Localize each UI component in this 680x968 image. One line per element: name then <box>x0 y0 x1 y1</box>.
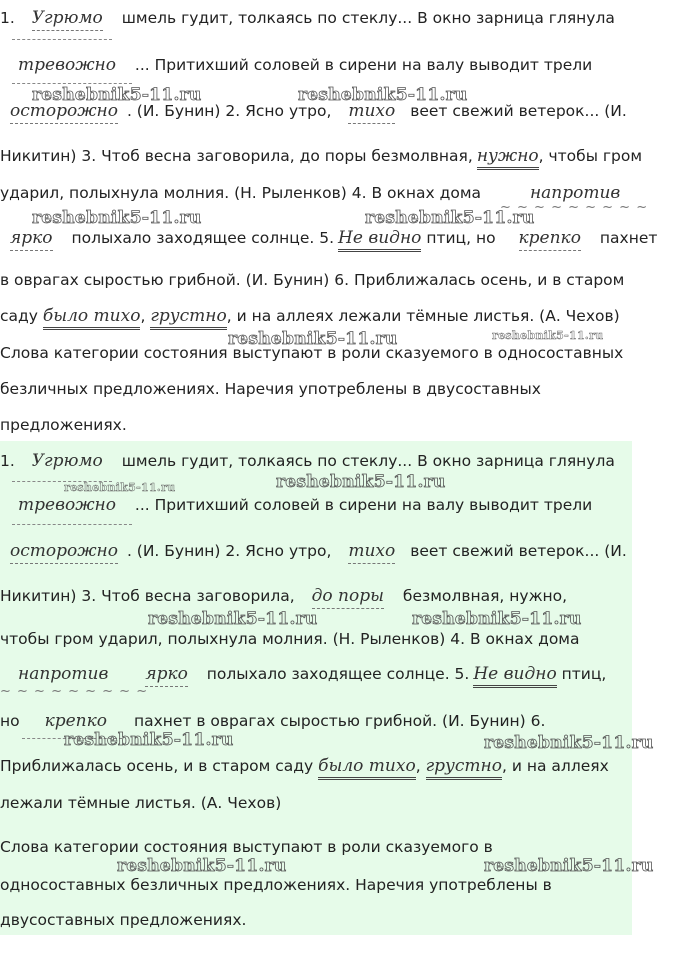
text-line <box>0 271 624 289</box>
text-line <box>0 228 657 252</box>
handwritten-word: Не видно <box>473 664 556 688</box>
explanation-text: безличных предложениях. Наречия употреблены в двусоставных <box>0 380 541 398</box>
watermark: reshebnik5-11.ru <box>276 472 446 492</box>
watermark: reshebnik5-11.ru <box>148 609 318 629</box>
sentence-text: , чтобы гром <box>538 147 643 165</box>
sentence-text: в оврагах сыростью грибной. (И. Бунин) 6. Приближалась осень, и в старом <box>0 271 625 289</box>
watermark: reshebnik5-11.ru <box>117 856 287 876</box>
sentence-text: Никитин) 3. Чтоб весна заговорила, <box>0 587 295 605</box>
sentence-text: , <box>415 757 421 775</box>
text-line <box>0 146 642 170</box>
sentence-text: , и на аллеях <box>502 757 609 775</box>
watermark: reshebnik5-11.ru <box>64 730 234 750</box>
watermark: reshebnik5-11.ru <box>228 329 398 349</box>
sentence-text: птиц, но <box>426 229 496 247</box>
watermark: reshebnik5-11.ru <box>298 85 468 105</box>
item-number: 1. <box>0 9 15 27</box>
handwritten-word: нужно <box>477 146 539 170</box>
sentence-text: Никитин) 3. Чтоб весна заговорила, до поры безмолвная, <box>0 147 473 165</box>
handwritten-word: напротив <box>18 664 109 684</box>
item-number: 1. <box>0 452 15 470</box>
sentence-text: чтобы гром ударил, полыхнула молния. (Н. Рыленков) 4. В окнах дома <box>0 630 580 648</box>
sentence-text: шмель гудит, толкаясь по стеклу... В окно зарница глянула <box>121 452 615 470</box>
handwritten-word: тихо <box>348 541 395 564</box>
handwritten-word: осторожно <box>10 101 118 124</box>
handwritten-word: Угрюмо <box>32 8 103 31</box>
handwritten-word: Угрюмо <box>31 451 103 471</box>
sentence-text: пахнет в оврагах сыростью грибной. (И. Бунин) 6. <box>133 712 546 730</box>
sentence-text: лежали тёмные листья. (А. Чехов) <box>0 794 282 812</box>
handwritten-word: было тихо <box>318 756 416 780</box>
sentence-text: веет свежий ветерок... (И. <box>410 102 627 120</box>
sentence-text: полыхало заходящее солнце. 5. <box>71 229 335 247</box>
sentence-text: , <box>140 307 146 325</box>
watermark: reshebnik5-11.ru <box>32 85 202 105</box>
explanation-text: предложениях. <box>0 416 127 434</box>
text-line <box>0 451 615 471</box>
handwritten-word: ярко <box>10 228 53 251</box>
sentence-text: . (И. Бунин) 2. Ясно утро, <box>126 542 332 560</box>
text-line <box>0 495 592 515</box>
text-line <box>0 756 609 780</box>
handwritten-word: напротив <box>529 183 621 203</box>
sentence-text: шмель гудит, толкаясь по стеклу... В окно зарница глянула <box>121 9 615 27</box>
watermark: reshebnik5-11.ru <box>484 733 654 753</box>
sentence-text: птиц, <box>561 665 607 683</box>
text-line <box>0 55 592 75</box>
handwritten-word: крепко <box>519 228 581 251</box>
sentence-text: . (И. Бунин) 2. Ясно утро, <box>126 102 332 120</box>
handwritten-word: Не видно <box>338 228 421 252</box>
text-line <box>0 541 627 564</box>
sentence-text: ... Притихший соловей в сирени на валу выводит трели <box>134 56 593 74</box>
handwritten-word: тихо <box>348 101 395 124</box>
watermark: reshebnik5-11.ru <box>412 609 582 629</box>
handwritten-word: грустно <box>150 306 226 330</box>
watermark: reshebnik5-11.ru <box>484 856 654 876</box>
sentence-text: ... Притихший соловей в сирени на валу выводит трели <box>134 496 593 514</box>
explanation-text: Слова категории состояния выступают в роли сказуемого в <box>0 838 493 856</box>
sentence-text: , и на аллеях лежали тёмные листья. (А. Чехов) <box>226 307 620 325</box>
watermark: reshebnik5-11.ru <box>492 329 604 342</box>
text-line <box>0 8 615 31</box>
explanation-text: двусоставных предложениях. <box>0 911 247 929</box>
handwritten-word: было тихо <box>43 306 141 330</box>
handwritten-word: крепко <box>44 711 107 731</box>
handwritten-word: до поры <box>312 586 384 609</box>
sentence-text: ударил, полыхнула молния. (Н. Рыленков) 4. В окнах дома <box>0 184 482 202</box>
watermark: reshebnik5-11.ru <box>365 208 535 228</box>
handwritten-word: грустно <box>426 756 502 780</box>
handwritten-word: тревожно <box>18 495 116 515</box>
watermark: reshebnik5-11.ru <box>64 481 176 494</box>
sentence-text: безмолвная, нужно, <box>402 587 568 605</box>
sentence-text: полыхало заходящее солнце. 5. <box>206 665 470 683</box>
explanation-text: односоставных безличных предложениях. Наречия употреблены в <box>0 876 552 894</box>
explanation-text: Слова категории состояния выступают в роли сказуемого в односоставных <box>0 344 624 362</box>
text-line <box>0 711 545 731</box>
handwritten-word: ярко <box>145 664 188 687</box>
watermark: reshebnik5-11.ru <box>32 208 202 228</box>
handwritten-word: тревожно <box>18 55 116 75</box>
sentence-text: пахнет <box>599 229 658 247</box>
sentence-text: веет свежий ветерок... (И. <box>410 542 627 560</box>
sentence-text: но <box>0 712 20 730</box>
sentence-text: Приближалась осень, и в старом саду <box>0 757 314 775</box>
handwritten-word: осторожно <box>10 541 118 564</box>
text-line <box>0 306 620 330</box>
text-line <box>0 586 567 609</box>
sentence-text: саду <box>0 307 38 325</box>
